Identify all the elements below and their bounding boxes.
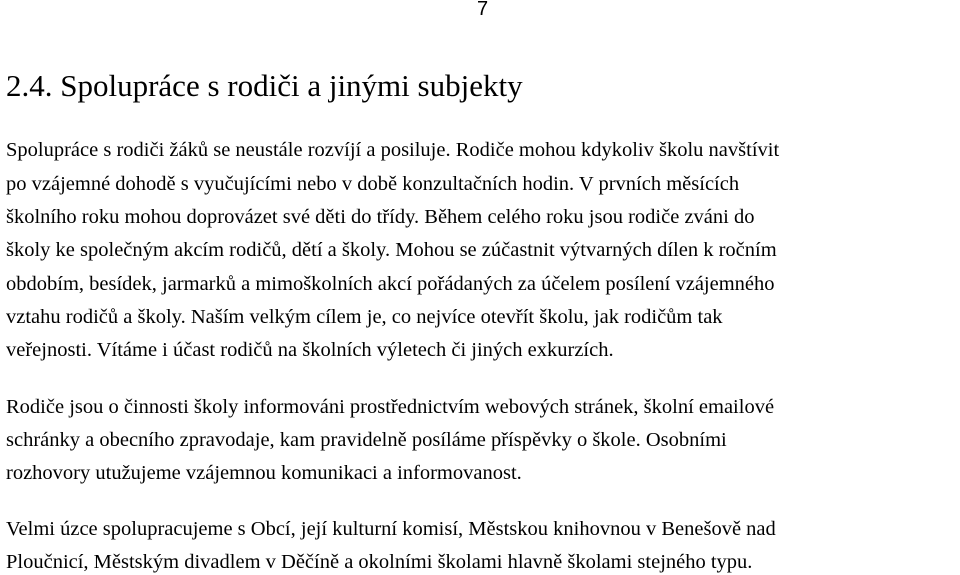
paragraph-line: školy ke společným akcím rodičů, dětí a školy. Mohou se zúčastnit výtvarných dílen k ročním bbox=[6, 239, 777, 261]
paragraph-line: Rodiče jsou o činnosti školy informováni prostřednictvím webových stránek, školní emailové bbox=[6, 396, 775, 418]
paragraph-line: školního roku mohou doprovázet své děti do třídy. Během celého roku jsou rodiče zváni do bbox=[6, 206, 755, 228]
page-number: 7 bbox=[477, 0, 489, 20]
paragraph-line: schránky a obecního zpravodaje, kam pravidelně posíláme příspěvky o škole. Osobními bbox=[6, 429, 727, 451]
paragraph-line: vztahu rodičů a školy. Naším velkým cílem je, co nejvíce otevřít školu, jak rodičům tak bbox=[6, 306, 723, 328]
paragraph-line: po vzájemné dohodě s vyučujícími nebo v době konzultačních hodin. V prvních měsících bbox=[6, 173, 740, 195]
paragraph-line: rozhovory utužujeme vzájemnou komunikaci a informovanost. bbox=[6, 462, 522, 484]
paragraph-line: Ploučnicí, Městským divadlem v Děčíně a okolními školami hlavně školami stejného typu. bbox=[6, 551, 753, 573]
paragraph-line: Velmi úzce spolupracujeme s Obcí, její kulturní komisí, Městskou knihovnou v Benešově nad bbox=[6, 518, 776, 540]
section-heading: 2.4. Spolupráce s rodiči a jinými subjekty bbox=[6, 68, 523, 103]
paragraph-line: Spolupráce s rodiči žáků se neustále rozvíjí a posiluje. Rodiče mohou kdykoliv školu navštívit bbox=[6, 139, 780, 161]
paragraph-line: veřejnosti. Vítáme i účast rodičů na školních výletech či jiných exkurzích. bbox=[6, 339, 614, 361]
paragraph-line: obdobím, besídek, jarmarků a mimoškolních akcí pořádaných za účelem posílení vzájemného bbox=[6, 273, 775, 295]
